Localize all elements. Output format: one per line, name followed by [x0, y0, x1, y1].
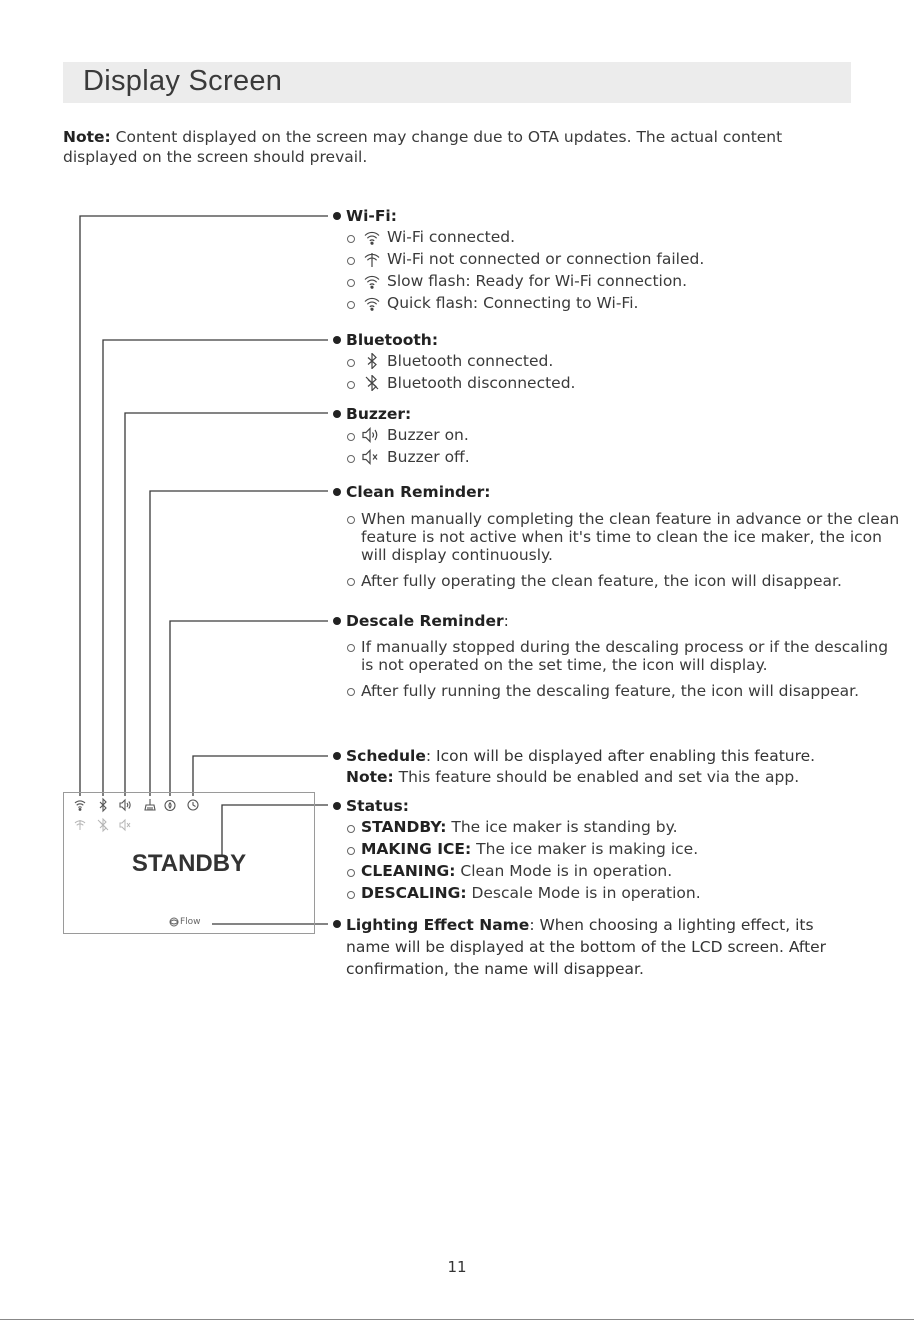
section-heading: Clean Reminder:: [330, 482, 905, 502]
section-heading: Descale Reminder:: [330, 611, 905, 631]
list-item: When manually completing the clean feature in advance or the clean feature is not active when it's time to clean the ice maker, the icon will display continuously.: [346, 510, 905, 564]
section-status: [330, 796, 905, 904]
lcd-status-text: STANDBY: [131, 850, 247, 877]
note-text: Content displayed on the screen may change due to OTA updates. The actual content displayed on the screen should prevail.: [63, 128, 783, 166]
section-bluetooth: [330, 330, 905, 394]
section-wifi: [330, 206, 905, 314]
section-heading: Status:: [330, 796, 905, 816]
leader-line-buzzer: [125, 413, 328, 796]
list-item: STANDBY: The ice maker is standing by.: [346, 816, 905, 838]
page-number: 11: [447, 1258, 467, 1276]
list-item: If manually stopped during the descaling process or if the descaling is not operated on the set time, the icon will display.: [346, 638, 905, 674]
wifi-icon: [361, 295, 383, 317]
leader-line-wifi: [80, 216, 328, 796]
note-label: Note:: [63, 128, 111, 146]
section-heading: Buzzer:: [330, 404, 905, 424]
page-title: Display Screen: [83, 65, 283, 97]
section-descale-reminder: [330, 611, 905, 700]
list-item: Wi-Fi not connected or connection failed.: [346, 248, 905, 270]
list-item: Slow flash: Ready for Wi-Fi connection.: [346, 270, 905, 292]
list-item: Quick flash: Connecting to Wi-Fi.: [346, 292, 905, 314]
list-item: Bluetooth connected.: [346, 350, 905, 372]
section-heading: Lighting Effect Name: When choosing a lighting effect, its name will be displayed at the bottom of the LCD screen. After confirmation, the name will disappear.: [330, 914, 840, 980]
list-item: Buzzer on.: [346, 424, 905, 446]
list-item: MAKING ICE: The ice maker is making ice.: [346, 838, 905, 860]
section-heading: Wi-Fi:: [330, 206, 905, 226]
schedule-note: Note: This feature should be enabled and set via the app.: [346, 768, 800, 786]
list-item: CLEANING: Clean Mode is in operation.: [346, 860, 905, 882]
bluetooth-off-icon: [361, 375, 383, 397]
leader-line-bluetooth: [103, 340, 328, 796]
section-heading: Schedule: Icon will be displayed after enabling this feature.: [330, 746, 905, 766]
leader-line-descale: [170, 621, 328, 796]
list-item: DESCALING: Descale Mode is in operation.: [346, 882, 905, 904]
leader-line-schedule: [193, 756, 328, 796]
speaker-off-icon: [361, 449, 383, 471]
section-buzzer: [330, 404, 905, 468]
list-item: Wi-Fi connected.: [346, 226, 905, 248]
list-item: After fully running the descaling feature, the icon will disappear.: [346, 682, 905, 700]
list-item: Buzzer off.: [346, 446, 905, 468]
leader-line-clean: [150, 491, 328, 796]
section-clean-reminder: [330, 482, 905, 590]
list-item: After fully operating the clean feature, the icon will disappear.: [346, 572, 905, 590]
section-heading: Bluetooth:: [330, 330, 905, 350]
lcd-flow-label: Flow: [180, 917, 201, 927]
section-lighting-effect: [330, 914, 840, 980]
list-item: Bluetooth disconnected.: [346, 372, 905, 394]
bottom-divider: [0, 1319, 914, 1320]
section-schedule: [330, 746, 905, 788]
